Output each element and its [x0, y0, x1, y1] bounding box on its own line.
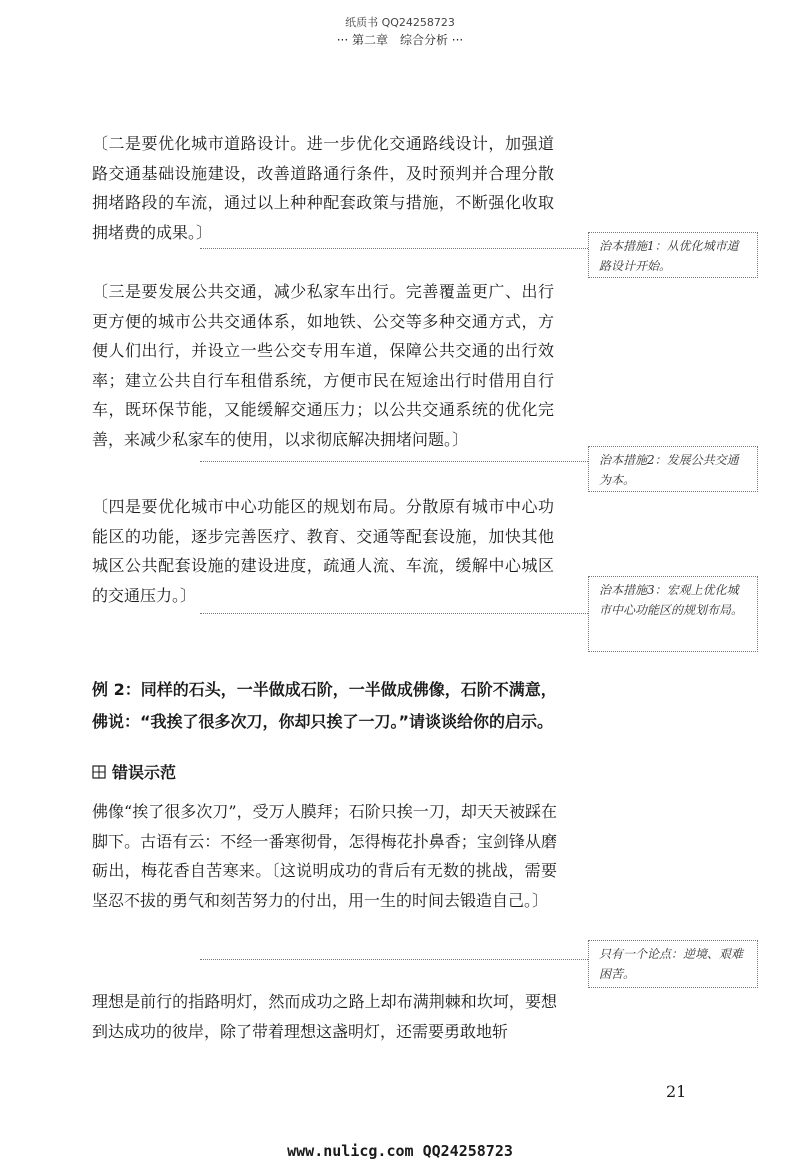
- paragraph-measure-3: 〔三是要发展公共交通，减少私家车出行。完善覆盖更广、出行更方便的城市公共交通体系，如地铁、公交等多种交通方式，方便人们出行，并设立一些公交专用车道，保障公共交通的出行效率；建立公共自行车租借系统，方便市民在短途出行时借用自行车，既环保节能，又能缓解交通压力；以公共交通系统的优化完善，来减少私家车的使用，以求彻底解决拥堵问题。〕: [92, 282, 554, 449]
- chapter-header: ··· 第二章 综合分析 ···: [336, 33, 464, 47]
- note-leader-line: [200, 959, 588, 960]
- paragraph-measure-4: 〔四是要优化城市中心功能区的规划布局。分散原有城市中心功能区的功能，逐步完善医疗、教育、交通等配套设施，加快其他城区公共配套设施的建设进度，疏通人流、车流，缓解中心城区的交通压力。〕: [92, 497, 554, 605]
- example-question: 例 2：同样的石头，一半做成石阶，一半做成佛像，石阶不满意，佛说：“我挨了很多次刀，你却只挨了一刀。”请谈谈给你的启示。: [92, 680, 557, 731]
- error-section-title: 错误示范: [112, 763, 177, 782]
- pen-icon: [92, 765, 106, 779]
- note-leader-line: [200, 248, 588, 249]
- footer-watermark: www.nulicg.com QQ24258723: [287, 1142, 513, 1160]
- margin-note-2: 治本措施2：发展公共交通为本。: [588, 446, 758, 492]
- margin-note-4: 只有一个论点：逆境、艰难困苦。: [588, 940, 758, 988]
- error-section-heading: [92, 760, 176, 783]
- paragraph-measure-2: 〔二是要优化城市道路设计。进一步优化交通路线设计，加强道路交通基础设施建设，改善道路通行条件，及时预判并合理分散拥堵路段的车流，通过以上种种配套政策与措施，不断强化收取拥堵费的成果。〕: [92, 134, 554, 242]
- page-number: 21: [666, 1082, 687, 1101]
- note-leader-line: [200, 461, 588, 462]
- error-paragraph-1: 佛像“挨了很多次刀”，受万人膜拜；石阶只挨一刀，却天天被踩在脚下。古语有云：不经一番寒彻骨，怎得梅花扑鼻香；宝剑锋从磨砺出，梅花香自苦寒来。〔这说明成功的背后有无数的挑战，需要坚忍不拔的勇气和刻苦努力的付出，用一生的时间去锻造自己。〕: [92, 802, 557, 910]
- margin-note-3: 治本措施3：宏观上优化城市中心功能区的规划布局。: [588, 576, 758, 652]
- note-leader-line: [200, 613, 588, 614]
- header-watermark: 纸质书 QQ24258723: [345, 16, 455, 29]
- error-paragraph-2: 理想是前行的指路明灯，然而成功之路上却布满荆棘和坎坷，要想到达成功的彼岸，除了带着理想这盏明灯，还需要勇敢地斩: [92, 992, 557, 1041]
- margin-note-1: 治本措施1：从优化城市道路设计开始。: [588, 232, 758, 278]
